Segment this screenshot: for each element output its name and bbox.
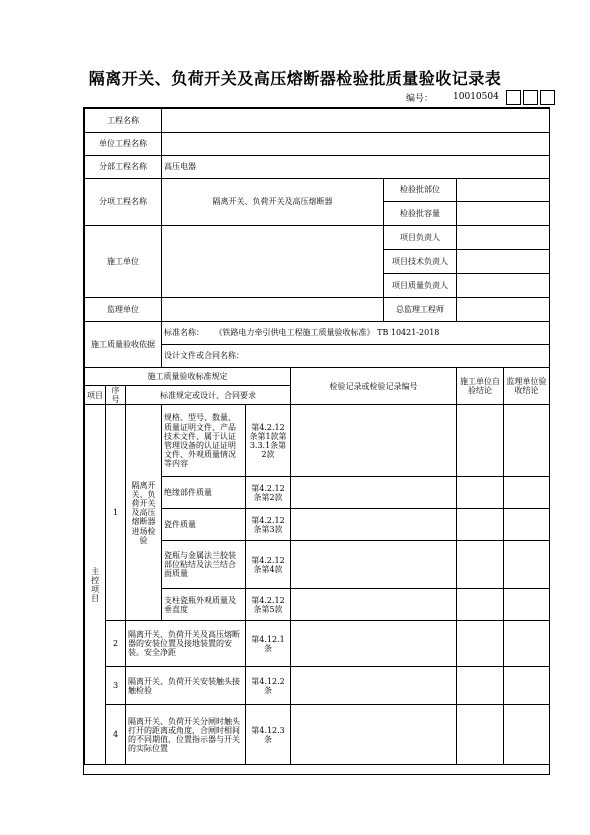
code-suffix-boxes (505, 90, 555, 105)
sub-item-text: 瓷件质量 (162, 509, 246, 541)
sub-item-clause: 第4.2.12条第2款 (246, 477, 291, 509)
row-seq: 1 (106, 405, 126, 621)
supervision-conclusion-cell[interactable] (504, 477, 550, 509)
record-cell[interactable] (291, 589, 457, 621)
table-row (85, 621, 550, 667)
supervision-conclusion-cell[interactable] (504, 705, 550, 765)
basis-label: 施工质量验收依据 (85, 322, 162, 368)
supervision-conclusion-cell[interactable] (504, 509, 550, 541)
division-project-row (85, 156, 550, 179)
inspection-record-header: 检验记录或检验记录编号 (291, 368, 457, 405)
table-row (85, 705, 550, 765)
record-cell[interactable] (291, 621, 457, 667)
supervision-conclusion-cell[interactable] (504, 541, 550, 589)
sub-item-clause: 第4.2.12条第1款第3.3.1条第2款 (246, 405, 291, 477)
construction-conclusion-cell[interactable] (457, 509, 504, 541)
unit-project-label: 单位工程名称 (85, 133, 162, 156)
construction-conclusion-cell[interactable] (457, 405, 504, 477)
quality-manager-value[interactable] (457, 274, 550, 298)
sub-item-text: 支柱瓷瓶外观质量及垂直度 (162, 589, 246, 621)
division-project-label: 分部工程名称 (85, 156, 162, 179)
table-row (85, 667, 550, 705)
form-title: 隔离开关、负荷开关及高压熔断器检验批质量验收记录表 (88, 69, 502, 88)
code-value: 10010504 (453, 92, 499, 102)
standard-label: 标准名称： (164, 328, 205, 338)
construction-unit-value[interactable] (162, 226, 384, 298)
row-seq: 2 (106, 621, 126, 667)
row-clause: 第4.12.2条 (246, 667, 291, 705)
construction-conclusion-cell[interactable] (457, 621, 504, 667)
item-header: 项目 (85, 386, 106, 405)
item-project-row-1 (85, 179, 550, 202)
row-text: 隔离开关、负荷开关及高压熔断器的安装位置及接地装置的安装。安全净距 (126, 621, 246, 667)
supervision-conclusion-cell[interactable] (504, 621, 550, 667)
code-box-3[interactable] (540, 90, 555, 105)
code-row (406, 89, 555, 105)
chief-supervisor-label: 总监理工程师 (384, 298, 457, 322)
construction-conclusion-cell[interactable] (457, 477, 504, 509)
code-box-2[interactable] (523, 90, 538, 105)
row-text: 隔离开关、负荷开关分闸时触头打开的距离或角度，合闸时相间的不同期值，位置指示器与开关的实际位置 (126, 705, 246, 765)
seq-header: 序号 (106, 386, 126, 405)
construction-conclusion-cell[interactable] (457, 667, 504, 705)
record-cell[interactable] (291, 405, 457, 477)
record-cell[interactable] (291, 705, 457, 765)
sub-item-clause: 第4.2.12条第3款 (246, 509, 291, 541)
unit-project-value[interactable] (162, 133, 550, 156)
project-name-row (85, 109, 550, 133)
sub-item-clause: 第4.2.12条第4款 (246, 541, 291, 589)
supervision-unit-row (85, 298, 550, 322)
tech-manager-value[interactable] (457, 250, 550, 274)
code-box-1[interactable] (506, 90, 521, 105)
project-name-label: 工程名称 (85, 109, 162, 133)
row-seq: 4 (106, 705, 126, 765)
standard-value: 《铁路电力牵引供电工程施工质量验收标准》 TB 10421-2018 (214, 328, 440, 338)
construction-conclusion-cell[interactable] (457, 705, 504, 765)
item-project-label: 分项工程名称 (85, 179, 162, 226)
item-project-value: 隔离开关、负荷开关及高压熔断器 (162, 179, 384, 226)
record-cell[interactable] (291, 509, 457, 541)
construction-conclusion-header: 施工单位自验结论 (457, 368, 504, 405)
row-clause: 第4.12.1条 (246, 621, 291, 667)
sub-item-text: 瓷瓶与金属法兰胶装部位粘结及法兰结合面质量 (162, 541, 246, 589)
code-label: 编号： (406, 93, 434, 104)
supervision-conclusion-header: 监理单位验收结论 (504, 368, 550, 405)
standard-cell (162, 322, 550, 345)
row-text: 隔离开关、负荷开关安装触头接触检验 (126, 667, 246, 705)
batch-location-value[interactable] (457, 179, 550, 202)
table-row (85, 405, 550, 477)
design-docs-label: 设计文件或合同名称： (164, 351, 245, 361)
construction-conclusion-cell[interactable] (457, 589, 504, 621)
sub-item-text: 绝缘部件质量 (162, 477, 246, 509)
chief-supervisor-value[interactable] (457, 298, 550, 322)
spec-group-header: 施工质量验收标准规定 (85, 368, 291, 386)
tech-manager-label: 项目技术负责人 (384, 250, 457, 274)
record-cell[interactable] (291, 541, 457, 589)
design-docs-cell[interactable] (162, 345, 550, 368)
project-manager-value[interactable] (457, 226, 550, 250)
supervision-conclusion-cell[interactable] (504, 589, 550, 621)
column-header-row-1 (85, 368, 550, 386)
record-cell[interactable] (291, 477, 457, 509)
supervision-unit-value[interactable] (162, 298, 384, 322)
batch-capacity-label: 检验批容量 (384, 202, 457, 226)
batch-location-label: 检验批部位 (384, 179, 457, 202)
unit-project-row (85, 133, 550, 156)
construction-unit-row-1 (85, 226, 550, 250)
sub-item-clause: 第4.2.12条第5款 (246, 589, 291, 621)
division-project-value: 高压电器 (162, 156, 550, 179)
project-manager-label: 项目负责人 (384, 226, 457, 250)
row-seq: 3 (106, 667, 126, 705)
main-control-label: 主控项目 (85, 405, 106, 765)
inspection-record-table (84, 108, 550, 765)
supervision-unit-label: 监理单位 (85, 298, 162, 322)
project-name-value[interactable] (162, 109, 550, 133)
requirement-header: 标准规定或设计、合同要求 (126, 386, 291, 405)
record-cell[interactable] (291, 667, 457, 705)
sub-item-text: 规格、型号、数量、质量证明文件、产品技术文件、属于认证管理设备的认证证明文件、外观质量情况等内容 (162, 405, 246, 477)
construction-conclusion-cell[interactable] (457, 541, 504, 589)
supervision-conclusion-cell[interactable] (504, 667, 550, 705)
row-clause: 第4.12.3条 (246, 705, 291, 765)
construction-unit-label: 施工单位 (85, 226, 162, 298)
batch-capacity-value[interactable] (457, 202, 550, 226)
supervision-conclusion-cell[interactable] (504, 405, 550, 477)
quality-manager-label: 项目质量负责人 (384, 274, 457, 298)
basis-row-1 (85, 322, 550, 345)
row-group: 隔离开关、负荷开关及高压熔断器进场检验 (126, 405, 162, 621)
